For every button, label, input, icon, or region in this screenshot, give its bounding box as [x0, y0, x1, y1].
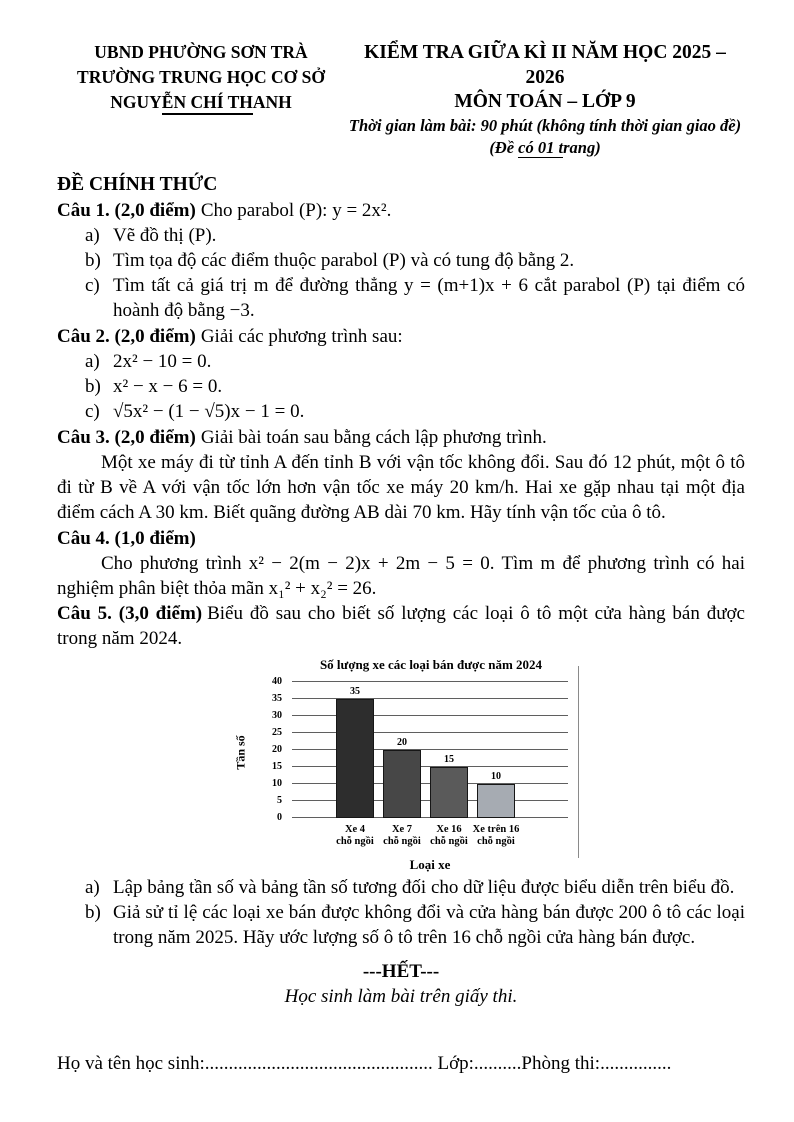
list-item [85, 374, 745, 399]
end-note: Học sinh làm bài trên giấy thi. [284, 986, 518, 1007]
question-1-formula: y = 2x² [332, 200, 387, 221]
y-tick-label: 15 [272, 761, 282, 772]
question-4-formula-2: x₁² + x₂² = 26 [268, 578, 372, 599]
exam-pages [345, 137, 745, 159]
question-5-head: Câu 5. (3,0 điểm) [57, 603, 203, 624]
x-category-line2: chỗ ngồi [477, 836, 515, 847]
x-category-label [460, 824, 532, 848]
y-tick-label: 40 [272, 676, 282, 687]
bar-value-label: 15 [444, 754, 454, 765]
question-2-head: Câu 2. (2,0 điểm) [57, 326, 196, 347]
exam-pages-pre: (Đề [489, 138, 519, 157]
x-category-line1: Xe 16 [436, 824, 462, 835]
chart-bar [383, 750, 421, 818]
y-tick-label: 0 [277, 812, 282, 823]
list-item [85, 349, 745, 374]
school-name [57, 90, 345, 115]
list-item [85, 223, 745, 248]
x-category-line1: Xe 7 [391, 824, 413, 835]
question-1c-formula: y = (m+1)x + 6 [403, 275, 529, 296]
item-text: Giả sử tỉ lệ các loại xe bán được không đổi và cửa hàng bán được 200 ô tô các loại trong năm 2025. Hãy ước lượng số ô tô trên 16 chỗ ngồi cửa hàng bán được. [113, 902, 745, 948]
item-marker: c) [85, 275, 100, 296]
y-tick-label: 25 [272, 727, 282, 738]
item-text-post: cắt parabol (P) tại điểm có hoành độ bằng −3. [113, 275, 745, 321]
exam-title: KIỂM TRA GIỮA KÌ II NĂM HỌC 2025 – 2026 [364, 42, 726, 88]
student-info-line: Họ và tên học sinh:................................................ Lớp:..........Phòng thi:............... [57, 1053, 672, 1074]
question-5-items [57, 875, 745, 950]
question-1-head: Câu 1. (2,0 điểm) [57, 200, 196, 221]
chart-right-border [578, 666, 579, 858]
item-text: Vẽ đồ thị (P). [113, 225, 217, 246]
exam-subject: MÔN TOÁN – LỚP 9 [454, 91, 636, 112]
item-marker: b) [85, 376, 101, 397]
question-3 [57, 425, 745, 450]
question-5 [57, 601, 745, 651]
y-tick-label: 10 [272, 778, 282, 789]
item-marker: b) [85, 902, 101, 923]
chart-gridline [292, 732, 568, 733]
y-tick-label: 35 [272, 693, 282, 704]
school-name-post: ANH [252, 92, 292, 112]
x-category-line2: chỗ ngồi [430, 836, 468, 847]
question-3-head: Câu 3. (2,0 điểm) [57, 427, 196, 448]
chart-title: Số lượng xe các loại bán được năm 2024 [319, 657, 543, 672]
school-name-underlined: ỄN CHÍ TH [162, 92, 253, 115]
exam-pages-underlined: có 01 t [518, 138, 564, 157]
end-marker: ---HẾT--- [362, 961, 440, 982]
question-2-items [57, 349, 745, 424]
question-4-text: . [371, 578, 377, 599]
y-tick-label: 20 [272, 744, 282, 755]
item-text-pre: Tìm tất cả giá trị m để đường thẳng [113, 275, 404, 296]
list-item [85, 900, 745, 950]
x-category-line2: chỗ ngồi [336, 836, 374, 847]
question-4-head: Câu 4. (1,0 điểm) [57, 528, 196, 549]
item-text: Lập bảng tần số và bảng tần số tương đối cho dữ liệu được biểu diễn trên biểu đồ. [113, 877, 735, 898]
exam-pages-post: rang) [563, 138, 601, 157]
y-axis-title: Tần số [233, 735, 248, 770]
question-3-intro: Giải bài toán sau bằng cách lập phương trình. [200, 427, 547, 448]
x-category-line2: chỗ ngồi [383, 836, 421, 847]
question-1-items [57, 223, 745, 323]
question-3-body: Một xe máy đi từ tỉnh A đến tỉnh B với vận tốc không đổi. Sau đó 12 phút, một ô tô đi từ B về A với vận tốc lớn hơn vận tốc xe máy 20 km/h. Hai xe gặp nhau tại một địa điểm cách A 30 km. Biết quãng đường AB dài 70 km. Hãy tính vận tốc của ô tô. [57, 452, 745, 523]
list-item [85, 399, 745, 424]
exam-info-block [345, 40, 745, 159]
question-5-intro: Biểu đồ sau cho biết số lượng các loại ô tô một cửa hàng bán được trong năm 2024. [57, 603, 745, 649]
chart-yticks [258, 676, 286, 823]
school-name-pre: NGUY [110, 92, 162, 112]
list-item [85, 248, 745, 273]
y-tick-label: 30 [272, 710, 282, 721]
bar-value-label: 10 [491, 771, 501, 782]
question-4 [57, 526, 745, 551]
chart-bar [336, 699, 374, 818]
item-marker: a) [85, 877, 100, 898]
question-1-intro-end: . [386, 200, 392, 221]
chart-gridline [292, 715, 568, 716]
item-text [113, 273, 745, 323]
bar-value-label: 35 [350, 686, 360, 697]
official-exam-label: ĐỀ CHÍNH THỨC [57, 174, 218, 195]
question-4-text: . Tìm m để phương trình có hai nghiệm phân biệt thỏa mãn [57, 553, 745, 599]
question-4-formula-1: x² − 2(m − 2)x + 2m − 5 = 0 [248, 553, 490, 574]
page-header [57, 40, 745, 159]
question-2 [57, 324, 745, 349]
chart-bar [430, 767, 468, 818]
item-marker: b) [85, 250, 101, 271]
chart-bar [477, 784, 515, 818]
school-authority: UBND PHƯỜNG SƠN TRÀ [94, 42, 308, 62]
equation: √5x² − (1 − √5)x − 1 = 0. [113, 401, 305, 422]
list-item [85, 273, 745, 323]
item-text: Tìm tọa độ các điểm thuộc parabol (P) và có tung độ bằng 2. [113, 250, 575, 271]
school-type: TRƯỜNG TRUNG HỌC CƠ SỞ [77, 67, 325, 87]
chart-gridline [292, 681, 568, 682]
item-marker: a) [85, 351, 100, 372]
item-marker: a) [85, 225, 100, 246]
x-axis-title: Loại xe [409, 857, 451, 872]
school-block [57, 40, 345, 159]
bar-value-label: 20 [397, 737, 407, 748]
chart-plot [292, 682, 568, 818]
y-tick-label: 5 [277, 795, 282, 806]
x-category-line1: Xe 4 [344, 824, 366, 835]
x-category-line1: Xe trên 16 [472, 824, 520, 835]
exam-duration: Thời gian làm bài: 90 phút (không tính thời gian giao đề) [348, 116, 742, 135]
chart-gridline [292, 698, 568, 699]
question-4-body [57, 551, 745, 601]
bar-chart [233, 657, 582, 872]
question-4-text: Cho phương trình [101, 553, 249, 574]
question-1 [57, 198, 745, 223]
question-1-intro: Cho parabol (P): [200, 200, 333, 221]
list-item [85, 875, 745, 900]
chart-xcats [240, 824, 582, 850]
chart-gridline [292, 749, 568, 750]
equation: 2x² − 10 = 0. [113, 351, 212, 372]
question-2-intro: Giải các phương trình sau: [200, 326, 403, 347]
item-marker: c) [85, 401, 100, 422]
equation: x² − x − 6 = 0. [113, 376, 223, 397]
